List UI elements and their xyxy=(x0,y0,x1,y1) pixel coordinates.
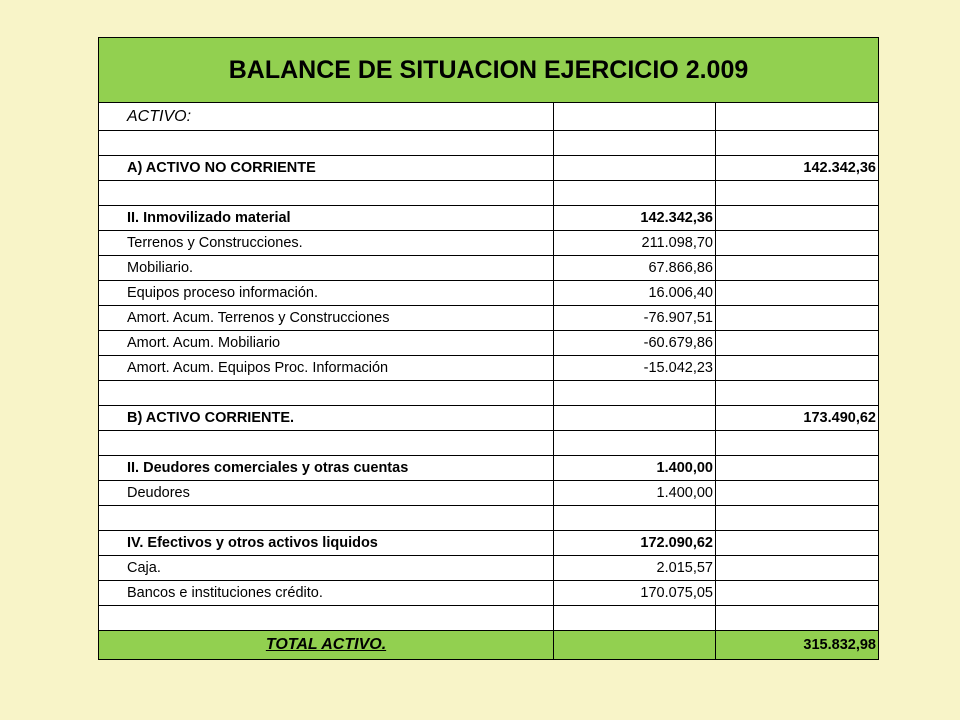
row-subtotal xyxy=(554,406,716,431)
row-label: Amort. Acum. Equipos Proc. Información xyxy=(99,356,554,381)
row-label xyxy=(99,381,554,406)
row-label: Terrenos y Construcciones. xyxy=(99,231,554,256)
table-row xyxy=(99,156,879,181)
row-total xyxy=(716,256,879,281)
total-value: 315.832,98 xyxy=(716,631,879,660)
row-label xyxy=(99,506,554,531)
row-label xyxy=(99,131,554,156)
row-label xyxy=(99,606,554,631)
row-total xyxy=(716,456,879,481)
row-label xyxy=(99,181,554,206)
title-row xyxy=(99,38,879,103)
row-total xyxy=(716,231,879,256)
row-label: Equipos proceso información. xyxy=(99,281,554,306)
table-row xyxy=(99,231,879,256)
table-row xyxy=(99,406,879,431)
total-subtotal xyxy=(554,631,716,660)
row-subtotal: 1.400,00 xyxy=(554,481,716,506)
row-subtotal xyxy=(554,156,716,181)
row-label: IV. Efectivos y otros activos liquidos xyxy=(99,531,554,556)
row-total xyxy=(716,281,879,306)
row-subtotal xyxy=(554,181,716,206)
section-header-label: ACTIVO: xyxy=(99,103,554,131)
table-row xyxy=(99,456,879,481)
row-total xyxy=(716,131,879,156)
row-label: Mobiliario. xyxy=(99,256,554,281)
table-row xyxy=(99,281,879,306)
row-total xyxy=(716,356,879,381)
row-subtotal: -60.679,86 xyxy=(554,331,716,356)
table-row xyxy=(99,531,879,556)
row-total xyxy=(716,506,879,531)
table-row xyxy=(99,356,879,381)
row-label: Deudores xyxy=(99,481,554,506)
table-row xyxy=(99,181,879,206)
row-subtotal xyxy=(554,506,716,531)
row-subtotal xyxy=(554,381,716,406)
row-subtotal: 67.866,86 xyxy=(554,256,716,281)
row-label: Bancos e instituciones crédito. xyxy=(99,581,554,606)
table-row xyxy=(99,131,879,156)
cell-col2 xyxy=(554,103,716,131)
row-total xyxy=(716,306,879,331)
table-row xyxy=(99,431,879,456)
table-row xyxy=(99,306,879,331)
row-subtotal xyxy=(554,131,716,156)
table-row xyxy=(99,506,879,531)
row-total xyxy=(716,206,879,231)
row-subtotal: 16.006,40 xyxy=(554,281,716,306)
table-row xyxy=(99,556,879,581)
row-label: Amort. Acum. Mobiliario xyxy=(99,331,554,356)
row-label: Caja. xyxy=(99,556,554,581)
table-row xyxy=(99,256,879,281)
row-label: A) ACTIVO NO CORRIENTE xyxy=(99,156,554,181)
row-label: II. Deudores comerciales y otras cuentas xyxy=(99,456,554,481)
row-label: B) ACTIVO CORRIENTE. xyxy=(99,406,554,431)
row-total xyxy=(716,331,879,356)
header-row xyxy=(99,103,879,131)
table-title: BALANCE DE SITUACION EJERCICIO 2.009 xyxy=(99,38,879,103)
row-total xyxy=(716,531,879,556)
row-subtotal xyxy=(554,431,716,456)
row-subtotal: 1.400,00 xyxy=(554,456,716,481)
table-row xyxy=(99,481,879,506)
row-total xyxy=(716,181,879,206)
row-label: II. Inmovilizado material xyxy=(99,206,554,231)
table-row xyxy=(99,331,879,356)
table-row xyxy=(99,206,879,231)
row-subtotal: 170.075,05 xyxy=(554,581,716,606)
row-subtotal: 2.015,57 xyxy=(554,556,716,581)
row-subtotal xyxy=(554,606,716,631)
row-total xyxy=(716,556,879,581)
row-total xyxy=(716,481,879,506)
table-row xyxy=(99,606,879,631)
row-label xyxy=(99,431,554,456)
total-row xyxy=(99,631,879,660)
row-total xyxy=(716,581,879,606)
row-total: 173.490,62 xyxy=(716,406,879,431)
row-subtotal: -15.042,23 xyxy=(554,356,716,381)
row-subtotal: -76.907,51 xyxy=(554,306,716,331)
balance-table xyxy=(98,37,879,660)
row-total xyxy=(716,606,879,631)
cell-col3 xyxy=(716,103,879,131)
row-total: 142.342,36 xyxy=(716,156,879,181)
row-subtotal: 211.098,70 xyxy=(554,231,716,256)
table-row xyxy=(99,581,879,606)
row-subtotal: 172.090,62 xyxy=(554,531,716,556)
row-total xyxy=(716,431,879,456)
table-row xyxy=(99,381,879,406)
row-subtotal: 142.342,36 xyxy=(554,206,716,231)
row-label: Amort. Acum. Terrenos y Construcciones xyxy=(99,306,554,331)
row-total xyxy=(716,381,879,406)
total-label: TOTAL ACTIVO. xyxy=(99,631,554,660)
